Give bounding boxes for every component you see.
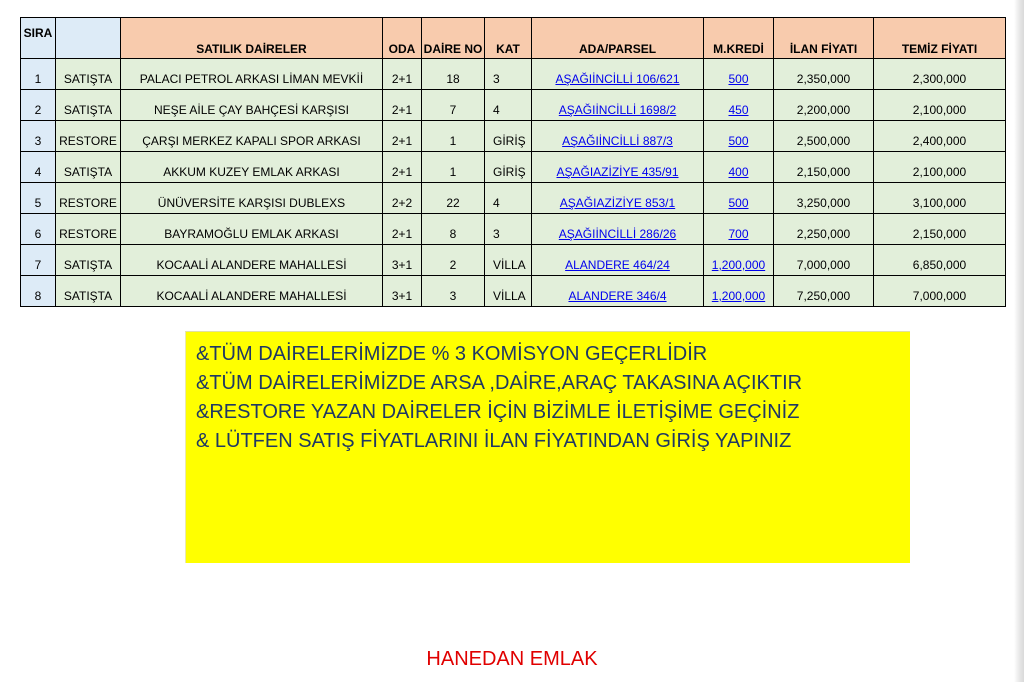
cell-daire-no: 3 (422, 276, 485, 307)
cell-m-kredi (704, 90, 774, 121)
cell-ada-parsel (532, 276, 704, 307)
header-m-kredi: M.KREDİ (704, 18, 774, 59)
cell-m-kredi (704, 183, 774, 214)
cell-sira: 5 (21, 183, 56, 214)
cell-kat: 4 (485, 183, 532, 214)
cell-oda: 2+1 (383, 90, 422, 121)
cell-oda: 2+1 (383, 59, 422, 90)
cell-ada-parsel-link[interactable]: AŞAĞIAZİZİYE 435/91 (556, 165, 679, 179)
cell-m-kredi (704, 245, 774, 276)
cell-kat: 3 (485, 59, 532, 90)
listings-table (20, 17, 1006, 307)
notice-box (185, 331, 910, 563)
cell-ilan-fiyati: 7,000,000 (774, 245, 874, 276)
cell-sira: 4 (21, 152, 56, 183)
cell-daire: AKKUM KUZEY EMLAK ARKASI (121, 152, 383, 183)
cell-status: RESTORE (56, 214, 121, 245)
header-ada-parsel: ADA/PARSEL (532, 18, 704, 59)
cell-oda: 3+1 (383, 276, 422, 307)
cell-m-kredi (704, 214, 774, 245)
page-edge-shadow (1014, 0, 1024, 682)
cell-daire-no: 1 (422, 152, 485, 183)
cell-temiz-fiyati: 2,400,000 (874, 121, 1006, 152)
cell-kat: GİRİŞ (485, 121, 532, 152)
cell-ilan-fiyati: 2,500,000 (774, 121, 874, 152)
cell-daire: KOCAALİ ALANDERE MAHALLESİ (121, 276, 383, 307)
cell-kat: GİRİŞ (485, 152, 532, 183)
cell-sira: 1 (21, 59, 56, 90)
cell-temiz-fiyati: 2,100,000 (874, 152, 1006, 183)
table-row (21, 90, 1006, 121)
cell-kat: 3 (485, 214, 532, 245)
header-sira: SIRA (21, 18, 56, 59)
notice-line: & LÜTFEN SATIŞ FİYATLARINI İLAN FİYATINDAN GİRİŞ YAPINIZ (196, 430, 792, 452)
cell-temiz-fiyati: 6,850,000 (874, 245, 1006, 276)
cell-temiz-fiyati: 2,100,000 (874, 90, 1006, 121)
notice-line: &TÜM DAİRELERİMİZDE ARSA ,DAİRE,ARAÇ TAKASINA AÇIKTIR (196, 372, 803, 394)
cell-m-kredi-link[interactable]: 500 (728, 196, 749, 210)
cell-m-kredi (704, 59, 774, 90)
notice-line: &TÜM DAİRELERİMİZDE % 3 KOMİSYON GEÇERLİDİR (196, 343, 708, 365)
cell-ada-parsel-link[interactable]: AŞAĞIİNCİLLİ 1698/2 (558, 103, 677, 117)
cell-m-kredi-link[interactable]: 1,200,000 (711, 289, 766, 303)
header-kat: KAT (485, 18, 532, 59)
cell-ada-parsel-link[interactable]: AŞAĞIİNCİLLİ 887/3 (562, 134, 673, 148)
cell-m-kredi-link[interactable]: 500 (728, 134, 749, 148)
header-daire: SATILIK DAİRELER (121, 18, 383, 59)
cell-status: SATIŞTA (56, 245, 121, 276)
cell-status: SATIŞTA (56, 90, 121, 121)
cell-daire-no: 8 (422, 214, 485, 245)
cell-oda: 2+1 (383, 152, 422, 183)
cell-oda: 3+1 (383, 245, 422, 276)
cell-m-kredi-link[interactable]: 400 (728, 165, 749, 179)
cell-status: SATIŞTA (56, 59, 121, 90)
cell-sira: 2 (21, 90, 56, 121)
cell-daire: ÇARŞI MERKEZ KAPALI SPOR ARKASI (121, 121, 383, 152)
header-ilan-fiyati: İLAN FİYATI (774, 18, 874, 59)
cell-ada-parsel (532, 59, 704, 90)
cell-ilan-fiyati: 7,250,000 (774, 276, 874, 307)
cell-sira: 3 (21, 121, 56, 152)
table-row (21, 183, 1006, 214)
cell-status: RESTORE (56, 121, 121, 152)
header-temiz-fiyati: TEMİZ FİYATI (874, 18, 1006, 59)
cell-daire-no: 7 (422, 90, 485, 121)
table-header-row (21, 18, 1006, 59)
cell-status: RESTORE (56, 183, 121, 214)
cell-status: SATIŞTA (56, 152, 121, 183)
cell-daire-no: 2 (422, 245, 485, 276)
cell-daire: NEŞE AİLE ÇAY BAHÇESİ KARŞISI (121, 90, 383, 121)
cell-m-kredi (704, 276, 774, 307)
cell-sira: 7 (21, 245, 56, 276)
header-status (56, 18, 121, 59)
cell-status: SATIŞTA (56, 276, 121, 307)
cell-sira: 6 (21, 214, 56, 245)
cell-ada-parsel-link[interactable]: AŞAĞIİNCİLLİ 286/26 (558, 227, 677, 241)
cell-m-kredi (704, 121, 774, 152)
cell-daire: BAYRAMOĞLU EMLAK ARKASI (121, 214, 383, 245)
cell-ilan-fiyati: 2,250,000 (774, 214, 874, 245)
cell-ilan-fiyati: 2,350,000 (774, 59, 874, 90)
cell-m-kredi-link[interactable]: 1,200,000 (711, 258, 766, 272)
cell-ilan-fiyati: 2,200,000 (774, 90, 874, 121)
cell-oda: 2+1 (383, 121, 422, 152)
table-row (21, 245, 1006, 276)
cell-temiz-fiyati: 2,150,000 (874, 214, 1006, 245)
cell-kat: VİLLA (485, 276, 532, 307)
notice-line: &RESTORE YAZAN DAİRELER İÇİN BİZİMLE İLETİŞİME GEÇİNİZ (196, 401, 800, 423)
cell-ada-parsel-link[interactable]: ALANDERE 346/4 (568, 289, 667, 303)
cell-ada-parsel (532, 121, 704, 152)
table-row (21, 121, 1006, 152)
cell-ada-parsel-link[interactable]: AŞAĞIİNCİLLİ 106/621 (555, 72, 680, 86)
cell-m-kredi (704, 152, 774, 183)
cell-ada-parsel (532, 152, 704, 183)
cell-daire: ÜNÜVERSİTE KARŞISI DUBLEXS (121, 183, 383, 214)
cell-oda: 2+1 (383, 214, 422, 245)
cell-m-kredi-link[interactable]: 700 (728, 227, 749, 241)
header-oda: ODA (383, 18, 422, 59)
cell-ada-parsel-link[interactable]: AŞAĞIAZİZİYE 853/1 (559, 196, 676, 210)
table-row (21, 214, 1006, 245)
cell-daire: KOCAALİ ALANDERE MAHALLESİ (121, 245, 383, 276)
cell-temiz-fiyati: 3,100,000 (874, 183, 1006, 214)
cell-daire: PALACI PETROL ARKASI LİMAN MEVKİİ (121, 59, 383, 90)
cell-ilan-fiyati: 3,250,000 (774, 183, 874, 214)
cell-kat: VİLLA (485, 245, 532, 276)
cell-ada-parsel-link[interactable]: ALANDERE 464/24 (565, 258, 670, 272)
cell-ada-parsel (532, 214, 704, 245)
cell-m-kredi-link[interactable]: 500 (728, 72, 749, 86)
cell-daire-no: 18 (422, 59, 485, 90)
cell-temiz-fiyati: 7,000,000 (874, 276, 1006, 307)
cell-ada-parsel (532, 183, 704, 214)
cell-m-kredi-link[interactable]: 450 (728, 103, 749, 117)
brand-name: HANEDAN EMLAK (426, 648, 598, 670)
cell-kat: 4 (485, 90, 532, 121)
cell-ada-parsel (532, 90, 704, 121)
table-row (21, 59, 1006, 90)
cell-daire-no: 1 (422, 121, 485, 152)
cell-ada-parsel (532, 245, 704, 276)
cell-oda: 2+2 (383, 183, 422, 214)
table-row (21, 152, 1006, 183)
cell-ilan-fiyati: 2,150,000 (774, 152, 874, 183)
table-row (21, 276, 1006, 307)
cell-sira: 8 (21, 276, 56, 307)
cell-daire-no: 22 (422, 183, 485, 214)
header-daire-no: DAİRE NO (422, 18, 485, 59)
cell-temiz-fiyati: 2,300,000 (874, 59, 1006, 90)
